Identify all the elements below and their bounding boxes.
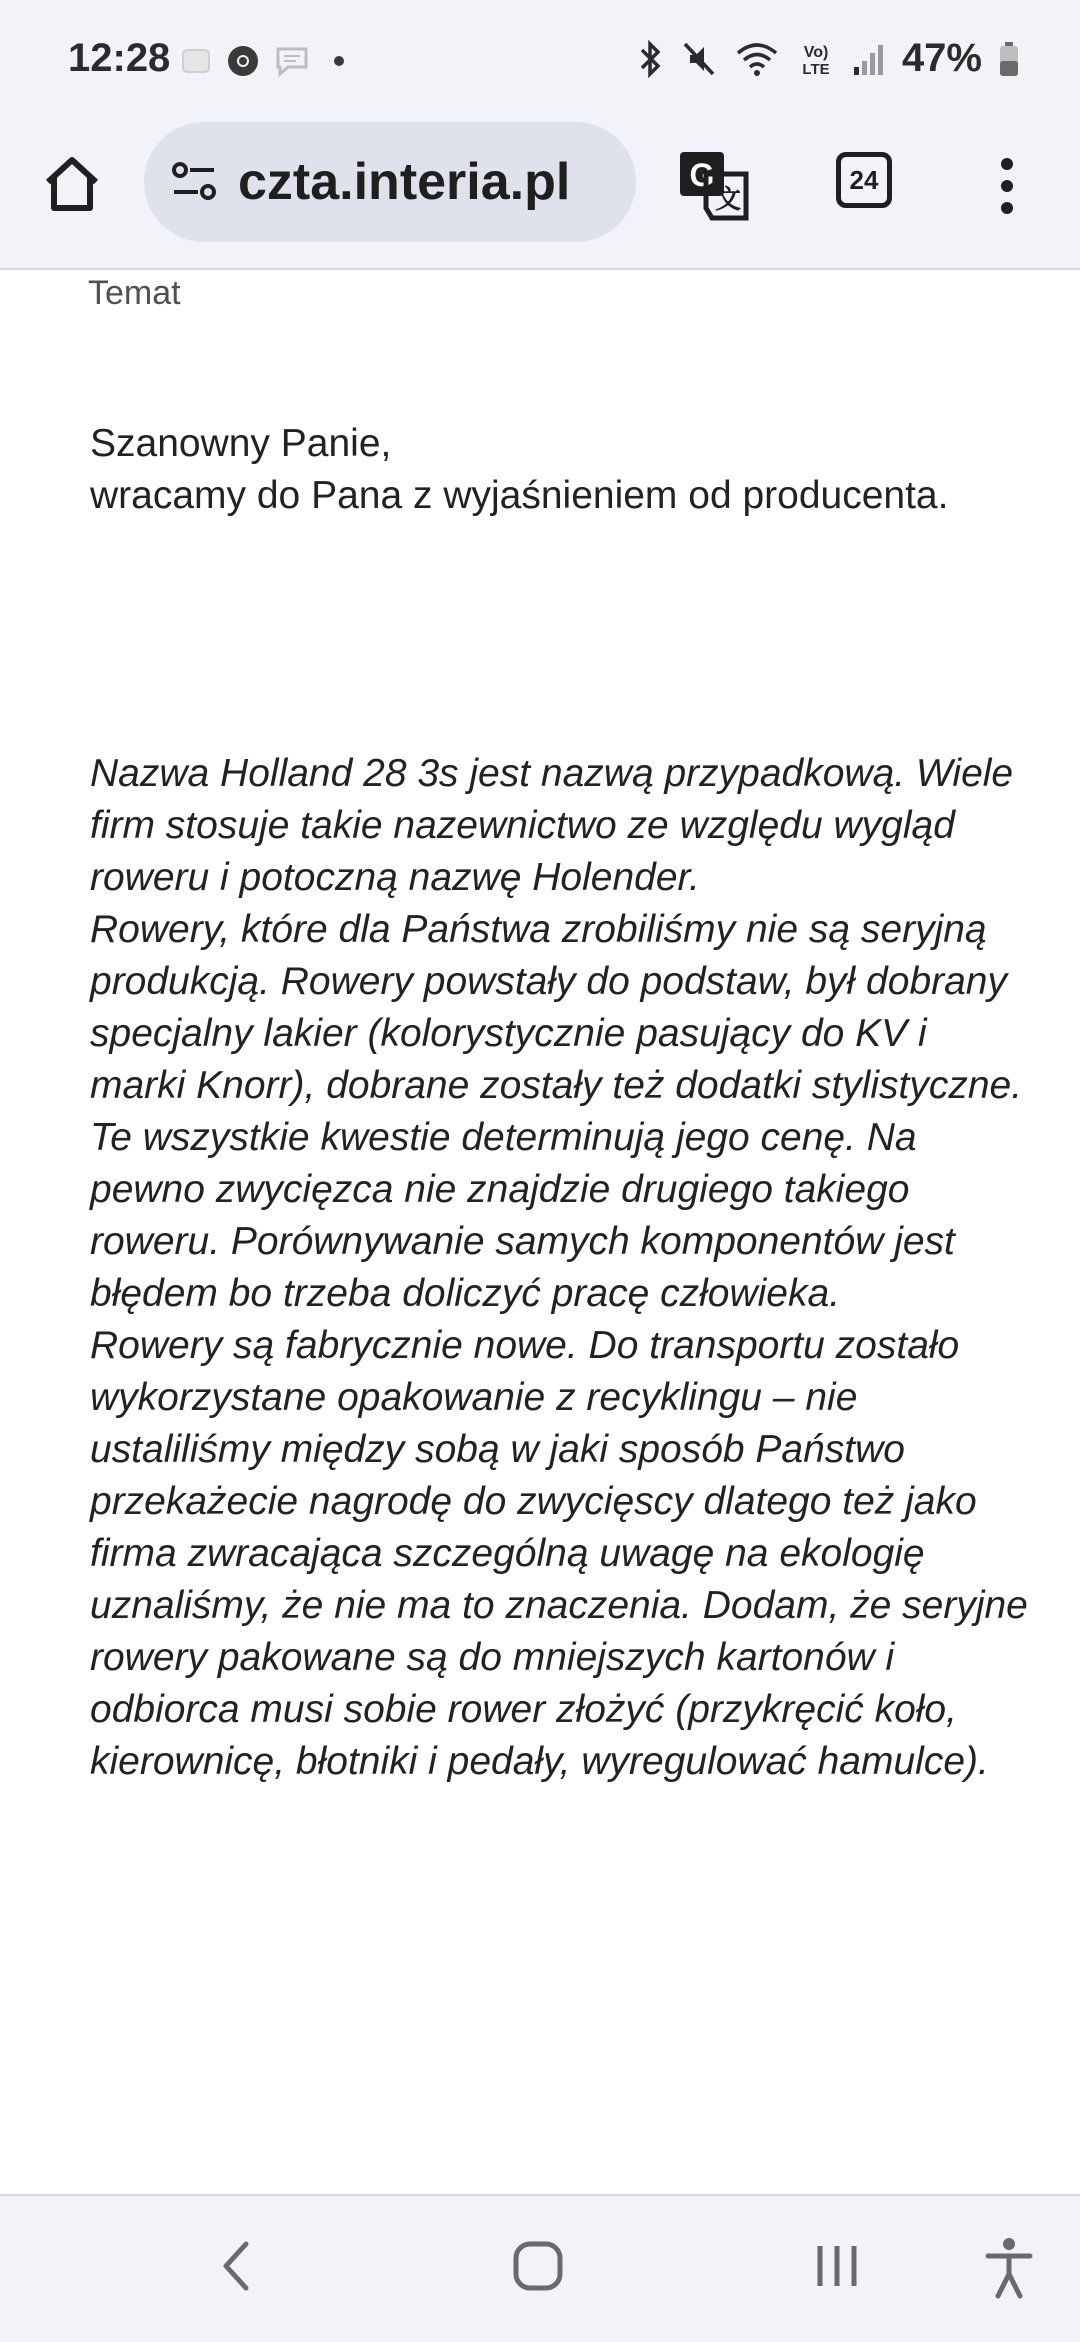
- translate-icon: [676, 148, 752, 224]
- wifi-icon: [734, 39, 780, 79]
- message-icon: [274, 45, 310, 77]
- site-settings-icon[interactable]: [170, 160, 218, 209]
- translate-button[interactable]: [676, 148, 752, 224]
- recents-icon: [812, 2236, 862, 2296]
- back-button[interactable]: [212, 2236, 262, 2301]
- accessibility-button[interactable]: [984, 2236, 1034, 2305]
- tab-switcher-button[interactable]: [836, 152, 892, 208]
- tab-count: 24: [849, 165, 879, 195]
- greeting-line: wracamy do Pana z wyjaśnieniem od producenta.: [90, 474, 949, 517]
- home-nav-button[interactable]: [510, 2236, 566, 2301]
- accessibility-icon: [984, 2236, 1034, 2300]
- paragraph: Nazwa Holland 28 3s jest nazwą przypadkową. Wiele firm stosuje takie nazewnictwo ze względu wygląd roweru i potoczną nazwę Holender.: [90, 752, 1014, 899]
- more-menu-button[interactable]: [992, 156, 1022, 216]
- paragraph: Rowery, które dla Państwa zrobiliśmy nie są seryjną produkcją. Rowery powstały do podstaw, był dobrany specjalny lakier (kolorystycznie pasujący do KV i marki Knorr), dobrane zostały też dodatki stylistyczne. Te wszystkie kwestie determinują jego cenę. Na pewno zwycięzca nie znajdzie drugiego takiego roweru. Porównywanie samych komponentów jest błędem bo trzeba doliczyć pracę człowieka.: [90, 908, 1023, 1315]
- home-button[interactable]: [36, 148, 108, 220]
- photo-icon: [180, 45, 212, 77]
- svg-text:Vo): Vo): [803, 43, 829, 61]
- subject-label: Temat: [88, 274, 181, 312]
- producer-explanation: [90, 748, 1030, 1788]
- more-vert-icon: [992, 156, 1022, 216]
- mute-icon: [680, 39, 718, 79]
- address-bar[interactable]: [144, 122, 636, 242]
- greeting-line: Szanowny Panie,: [90, 422, 392, 465]
- status-time: 12:28: [68, 36, 171, 80]
- dot-icon: [324, 46, 354, 76]
- svg-text:G: G: [689, 157, 715, 193]
- home-circle-icon: [510, 2236, 566, 2296]
- system-nav-bar: [0, 2194, 1080, 2342]
- system-icons: [636, 36, 1020, 81]
- bluetooth-icon: [636, 39, 664, 79]
- browser-toolbar: [0, 122, 1080, 270]
- battery-icon: [998, 39, 1020, 79]
- home-icon: [36, 148, 108, 220]
- svg-text:LTE: LTE: [802, 60, 830, 78]
- signal-icon: [852, 39, 886, 79]
- battery-percent: 47%: [901, 36, 982, 80]
- chrome-icon: [226, 44, 260, 78]
- email-greeting: [90, 418, 1010, 522]
- volte-icon: [796, 39, 836, 79]
- notification-icons: [180, 44, 354, 78]
- recents-button[interactable]: [812, 2236, 862, 2301]
- paragraph: Rowery są fabrycznie nowe. Do transportu zostało wykorzystane opakowanie z recyklingu – nie ustaliliśmy między sobą w jaki sposób Państwo przekażecie nagrodę do zwycięscy dlatego też jako firma zwracająca szczególną uwagę na ekologię uznaliśmy, że nie ma to znaczenia. Dodam, że seryjne rowery pakowane są do mniejszych kartonów i odbiorca musi sobie rower złożyć (przykręcić koło, kierownicę, błotniki i pedały, wyregulować hamulce).: [90, 1324, 1028, 1783]
- back-icon: [212, 2236, 262, 2296]
- email-content: [0, 270, 1080, 2194]
- url-text[interactable]: czta.interia.pl: [238, 153, 571, 211]
- status-bar: [0, 0, 1080, 122]
- svg-text:文: 文: [714, 185, 742, 215]
